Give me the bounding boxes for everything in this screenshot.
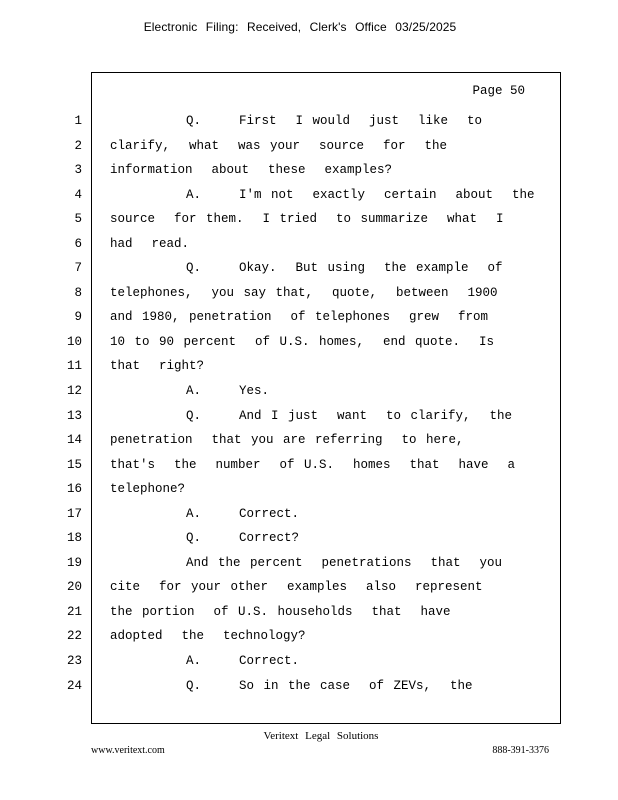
filing-stamp-header: Electronic Filing: Received, Clerk's Office 03/25/2025	[143, 20, 457, 34]
line-number: 21	[66, 604, 82, 619]
line-number: 7	[74, 261, 82, 276]
transcript-text	[110, 112, 550, 701]
transcript-line: A. I'm not exactly certain about the	[110, 187, 535, 202]
transcript-line: penetration that you are referring to here,	[110, 433, 464, 448]
transcript-line: A. Yes.	[110, 384, 270, 399]
transcript-line: Q. So in the case of ZEVs, the	[110, 678, 473, 693]
transcript-line: Q. First I would just like to	[110, 114, 483, 128]
line-number: 5	[74, 212, 82, 227]
line-number: 13	[66, 408, 82, 423]
line-number: 6	[74, 236, 82, 251]
transcript-line: Q. Correct?	[110, 531, 300, 546]
transcript-line: Q. Okay. But using the example of	[110, 261, 503, 276]
line-number: 19	[66, 555, 82, 570]
transcript-line: clarify, what was your source for the	[110, 138, 448, 153]
transcript-line: 10 to 90 percent of U.S. homes, end quote. Is	[110, 334, 495, 349]
transcript-line: A. Correct.	[110, 506, 300, 521]
footer-phone: 888-391-3376	[492, 745, 549, 756]
transcript-line: A. Correct.	[110, 654, 300, 669]
line-number: 24	[66, 678, 82, 693]
transcript-line: telephones, you say that, quote, between 1900	[110, 285, 498, 300]
transcript-line: cite for your other examples also represent	[110, 580, 483, 595]
line-number: 2	[74, 138, 82, 153]
transcript-line: And the percent penetrations that you	[110, 555, 503, 570]
line-number: 23	[66, 654, 82, 669]
line-number: 15	[66, 457, 82, 472]
line-number-column	[60, 112, 82, 701]
transcript-line: telephone?	[110, 482, 186, 497]
line-number: 3	[74, 163, 82, 178]
transcript-line: source for them. I tried to summarize what I	[110, 212, 504, 227]
transcript-line: adopted the technology?	[110, 629, 306, 644]
line-number: 9	[74, 310, 82, 325]
line-number: 22	[66, 629, 82, 644]
page-number: Page 50	[472, 84, 525, 98]
line-number: 14	[66, 433, 82, 448]
line-number: 4	[74, 187, 82, 202]
line-number: 12	[66, 384, 82, 399]
transcript-line: that's the number of U.S. homes that have a	[110, 457, 516, 472]
transcript-line: Q. And I just want to clarify, the	[110, 408, 513, 423]
line-number: 18	[66, 531, 82, 546]
line-number: 8	[74, 285, 82, 300]
line-number: 10	[66, 334, 82, 349]
transcript-line: information about these examples?	[110, 163, 393, 178]
transcript-line: had read.	[110, 236, 190, 251]
line-number: 16	[66, 482, 82, 497]
line-number: 17	[66, 506, 82, 521]
footer-company-name: Veritext Legal Solutions	[263, 730, 379, 742]
line-number: 20	[66, 580, 82, 595]
transcript-line: and 1980, penetration of telephones grew from	[110, 310, 489, 325]
footer-website: www.veritext.com	[91, 745, 165, 756]
transcript-line: the portion of U.S. households that have	[110, 604, 451, 619]
line-number: 1	[74, 114, 82, 128]
line-number: 11	[66, 359, 82, 374]
transcript-line: that right?	[110, 359, 205, 374]
